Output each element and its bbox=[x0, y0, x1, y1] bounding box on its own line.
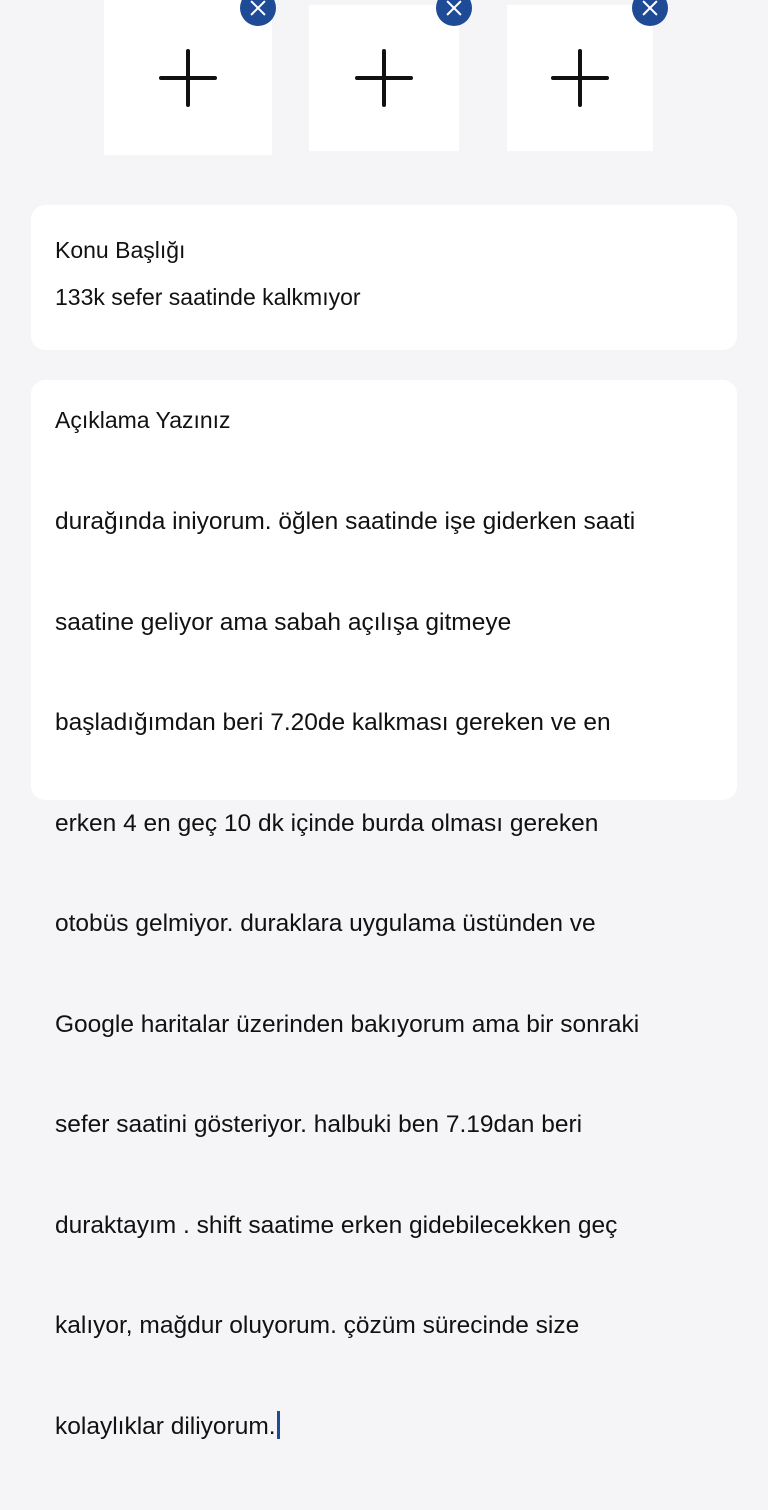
text-cursor bbox=[277, 1411, 280, 1439]
description-line: kalıyor, mağdur oluyorum. çözüm sürecinde size bbox=[55, 1312, 580, 1339]
description-line: saatine geliyor ama sabah açılışa gitmeye bbox=[55, 608, 512, 636]
description-label: Açıklama Yazınız bbox=[55, 407, 231, 433]
description-textarea[interactable] bbox=[55, 438, 725, 1510]
description-line: durağında iniyorum. öğlen saatinde işe giderken saati bbox=[55, 508, 636, 535]
description-line: Google haritalar üzerinden bakıyorum ama bir sonraki bbox=[55, 1010, 640, 1038]
description-field[interactable] bbox=[31, 380, 737, 1440]
description-last-line bbox=[55, 1410, 725, 1444]
plus-icon bbox=[551, 49, 609, 107]
photo-slot-3[interactable] bbox=[507, 5, 653, 151]
photo-slot-1[interactable] bbox=[104, 0, 272, 155]
description-line: otobüs gelmiyor. duraklara uygulama üstünden ve bbox=[55, 910, 596, 937]
subject-input[interactable]: 133k sefer saatinde kalkmıyor bbox=[55, 284, 361, 310]
description-line: sefer saatini gösteriyor. halbuki ben 7.19dan beri bbox=[55, 1111, 583, 1138]
plus-icon bbox=[355, 49, 413, 107]
subject-label: Konu Başlığı bbox=[55, 237, 186, 263]
plus-icon bbox=[159, 49, 217, 107]
description-line: kolaylıklar diliyorum. bbox=[55, 1412, 276, 1440]
description-line: erken 4 en geç 10 dk içinde burda olması gereken bbox=[55, 809, 599, 837]
subject-field[interactable] bbox=[31, 205, 737, 350]
description-line: başladığımdan beri 7.20de kalkması gereken ve en bbox=[55, 709, 611, 736]
description-line: duraktayım . shift saatime erken gidebilecekken geç bbox=[55, 1211, 618, 1239]
photo-slot-2[interactable] bbox=[309, 5, 459, 151]
